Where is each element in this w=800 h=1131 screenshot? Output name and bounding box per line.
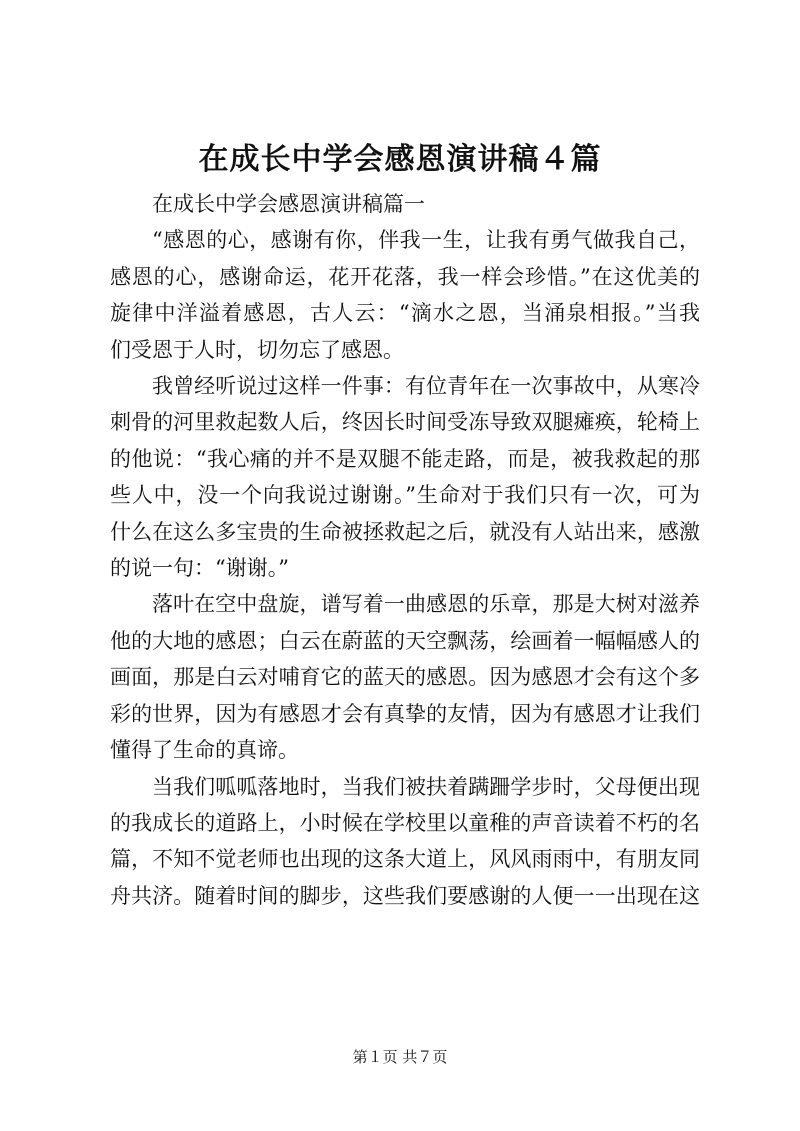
paragraph-line: 旋律中洋溢着感恩，古人云：“滴水之恩，当涌泉相报。”当我 bbox=[110, 301, 700, 326]
paragraph-line: 的说一句：“谢谢。” bbox=[110, 556, 289, 581]
paragraph-line: 当我们呱呱落地时，当我们被扶着蹒跚学步时，父母便出现 bbox=[152, 774, 700, 799]
paragraph-line: 篇，不知不觉老师也出现的这条大道上，风风雨雨中，有朋友同 bbox=[110, 847, 700, 872]
document-body bbox=[110, 186, 700, 914]
paragraph-line: 刺骨的河里救起数人后，终因长时间受冻导致双腿瘫痪，轮椅上 bbox=[110, 410, 700, 435]
paragraph-line: 彩的世界，因为有感恩才会有真挚的友情，因为有感恩才让我们 bbox=[110, 701, 700, 726]
paragraph-line: 些人中，没一个向我说过谢谢。”生命对于我们只有一次，可为 bbox=[110, 483, 700, 508]
paragraph-line: “感恩的心，感谢有你，伴我一生，让我有勇气做我自己， bbox=[152, 228, 700, 253]
paragraph-line: 画面，那是白云对哺育它的蓝天的感恩。因为感恩才会有这个多 bbox=[110, 665, 700, 690]
paragraph-4 bbox=[110, 769, 700, 915]
paragraph-line: 什么在这么多宝贵的生命被拯救起之后，就没有人站出来，感激 bbox=[110, 519, 700, 544]
paragraph-3 bbox=[110, 586, 700, 768]
paragraph-line: 舟共济。随着时间的脚步，这些我们要感谢的人便一一出现在这 bbox=[110, 883, 700, 908]
paragraph-line: 的他说：“我心痛的并不是双腿不能走路，而是，被我救起的那 bbox=[110, 446, 700, 471]
paragraph-line: 感恩的心，感谢命运，花开花落，我一样会珍惜。”在这优美的 bbox=[110, 264, 700, 289]
paragraph-line: 懂得了生命的真谛。 bbox=[110, 738, 299, 763]
paragraph-2 bbox=[110, 368, 700, 586]
paragraph-line: 的我成长的道路上，小时候在学校里以童稚的声音读着不朽的名 bbox=[110, 810, 700, 835]
document-title: 在成长中学会感恩演讲稿４篇 bbox=[198, 142, 602, 177]
paragraph-1 bbox=[110, 222, 700, 368]
page-footer: 第１页 共７页 bbox=[352, 1048, 448, 1066]
paragraph-line: 他的大地的感恩；白云在蔚蓝的天空飘荡，绘画着一幅幅感人的 bbox=[110, 628, 700, 653]
paragraph-line: 我曾经听说过这样一件事：有位青年在一次事故中，从寒冷 bbox=[152, 374, 700, 399]
section-heading: 在成长中学会感恩演讲稿篇一 bbox=[152, 192, 425, 216]
paragraph-line: 们受恩于人时，切勿忘了感恩。 bbox=[110, 337, 404, 362]
paragraph-line: 落叶在空中盘旋，谱写着一曲感恩的乐章，那是大树对滋养 bbox=[152, 592, 700, 617]
